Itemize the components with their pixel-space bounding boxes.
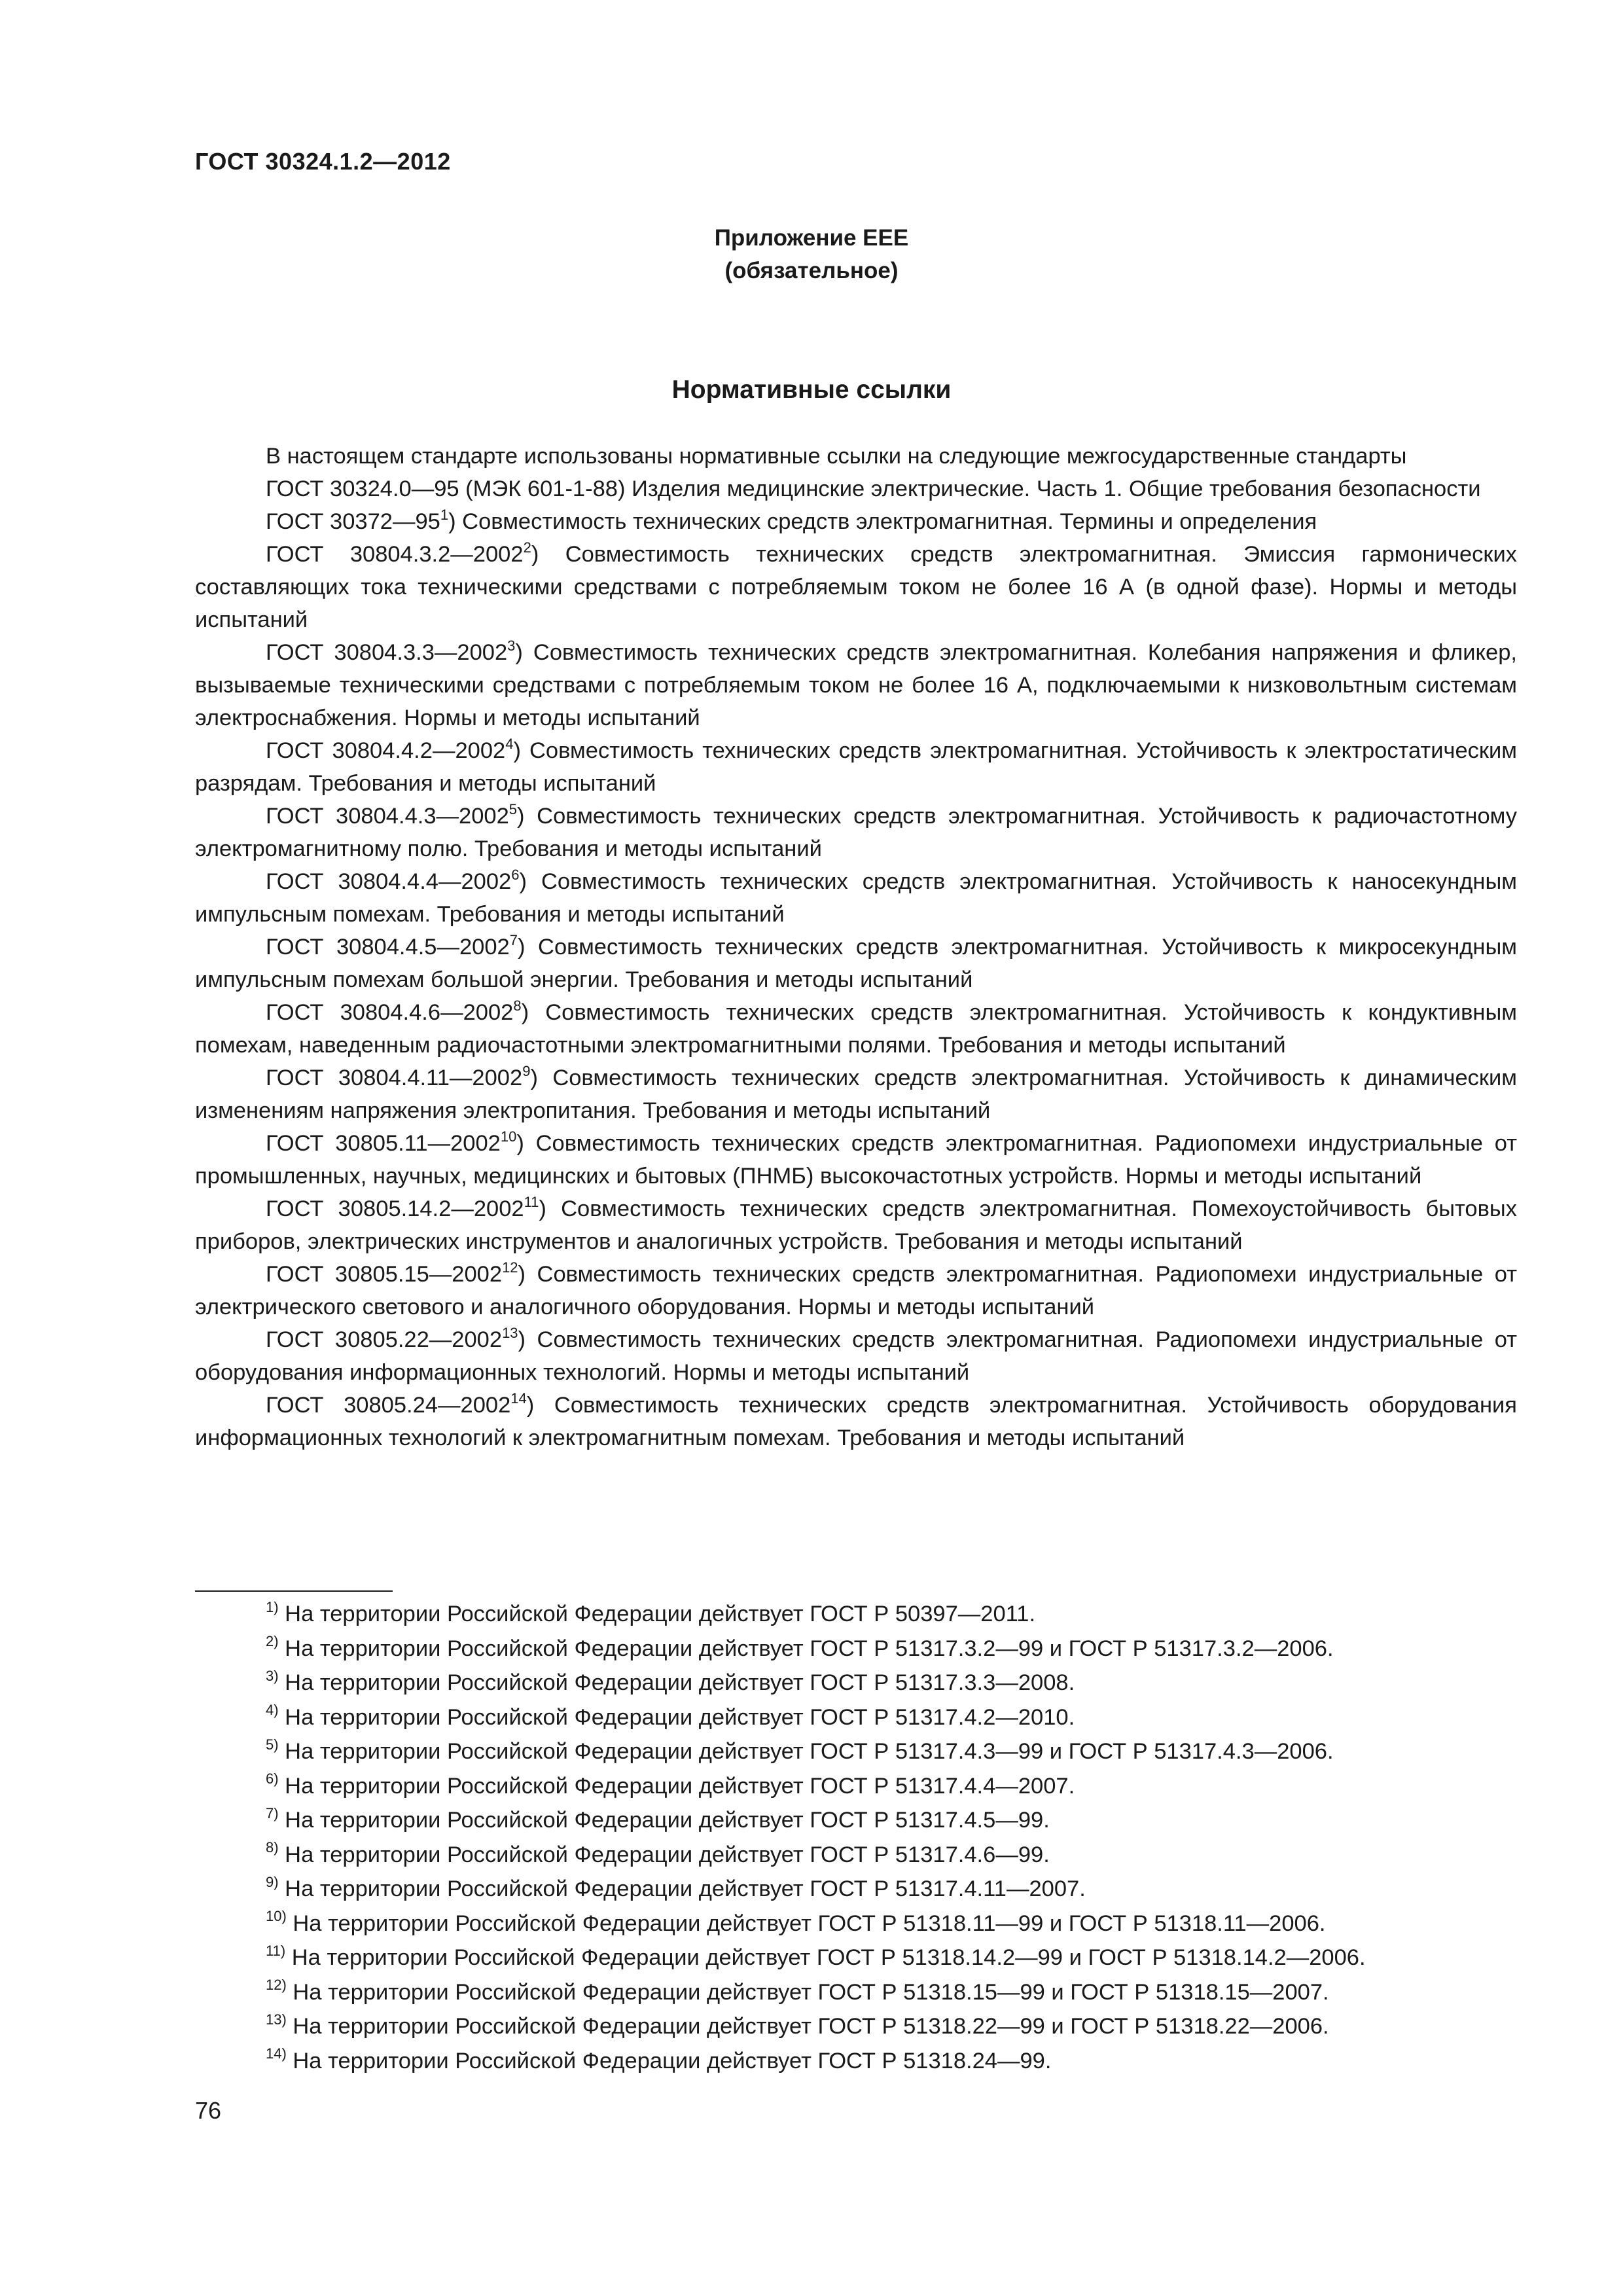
reference-title: ) Совместимость технических средств электромагнитная. Устойчивость к электростатическим разрядам. Требования и методы испытаний	[195, 738, 1517, 796]
footnote-marker: 1	[440, 506, 449, 523]
footnote-marker: 5	[508, 800, 518, 817]
reference-code: ГОСТ 30804.4.4—2002	[266, 869, 512, 894]
footnote-item	[266, 1872, 1366, 1907]
footnote-number: 11)	[266, 1942, 286, 1959]
footnote-text: На территории Российской Федерации действует ГОСТ Р 51317.4.3—99 и ГОСТ Р 51317.4.3—2006.	[278, 1739, 1334, 1764]
footnote-text: На территории Российской Федерации действует ГОСТ Р 51317.4.6—99.	[278, 1842, 1050, 1867]
footnote-number: 6)	[266, 1770, 279, 1787]
reference-item	[195, 1258, 1517, 1323]
reference-code: ГОСТ 30804.3.3—2002	[266, 640, 508, 665]
reference-title: ) Совместимость технических средств электромагнитная. Устойчивость к наносекундным импульсным помехам. Требования и методы испытаний	[195, 869, 1517, 927]
footnote-marker: 13	[502, 1324, 518, 1341]
footnote-marker: 7	[509, 931, 518, 948]
reference-item	[195, 1193, 1517, 1258]
appendix-status: (обязательное)	[724, 258, 899, 283]
reference-title: ) Совместимость технических средств электромагнитная. Термины и определения	[448, 509, 1317, 534]
reference-title: ) Совместимость технических средств электромагнитная. Устойчивость оборудования информационных технологий к электромагнитным помехам. Требования и методы испытаний	[195, 1393, 1517, 1450]
reference-code: ГОСТ 30805.24—2002	[266, 1393, 511, 1418]
reference-code: ГОСТ 30804.4.3—2002	[266, 804, 509, 829]
section-title: Нормативные ссылки	[671, 376, 952, 404]
reference-title: ) Совместимость технических средств электромагнитная. Устойчивость к динамическим изменениям напряжения электропитания. Требования и методы испытаний	[195, 1066, 1518, 1123]
footnote-marker: 10	[500, 1128, 517, 1145]
footnote-marker: 4	[505, 735, 514, 752]
reference-title: ) Совместимость технических средств электромагнитная. Устойчивость к микросекундным импульсным помехам большой энергии. Требования и методы испытаний	[195, 935, 1518, 992]
reference-code: ГОСТ 30804.4.6—2002	[266, 1000, 514, 1025]
footnote-number: 9)	[266, 1873, 279, 1890]
footnote-item	[266, 1838, 1366, 1873]
footnote-marker: 14	[510, 1390, 527, 1407]
reference-title: Изделия медицинские электрические. Часть 1. Общие требования безопасности	[625, 476, 1481, 501]
footnote-separator	[195, 1590, 393, 1592]
reference-item	[195, 800, 1517, 865]
reference-item	[195, 734, 1517, 800]
footnote-text: На территории Российской Федерации действует ГОСТ Р 51318.11—99 и ГОСТ Р 51318.11—2006.	[286, 1910, 1326, 1936]
footnote-marker: 3	[507, 637, 516, 654]
reference-item	[195, 996, 1517, 1062]
footnote-number: 4)	[266, 1702, 279, 1718]
footnote-number: 14)	[266, 2045, 287, 2062]
footnote-text: На территории Российской Федерации действует ГОСТ Р 51317.4.4—2007.	[278, 1773, 1075, 1799]
footnotes-list	[266, 1597, 1366, 2078]
footnote-item	[266, 1803, 1366, 1838]
footnote-text: На территории Российской Федерации действует ГОСТ Р 51318.24—99.	[286, 2048, 1052, 2073]
intro-paragraph: В настоящем стандарте использованы нормативные ссылки на следующие межгосударственные стандарты	[266, 444, 1407, 469]
reference-code: ГОСТ 30805.22—2002	[266, 1327, 503, 1352]
reference-code: ГОСТ 30804.3.2—2002	[266, 542, 524, 567]
reference-code: ГОСТ 30804.4.2—2002	[266, 738, 506, 763]
footnote-number: 12)	[266, 1977, 287, 1993]
footnote-marker: 8	[513, 997, 522, 1014]
reference-item	[195, 1389, 1517, 1454]
reference-item	[195, 931, 1517, 996]
footnote-item	[266, 1907, 1366, 1941]
document-header: ГОСТ 30324.1.2—2012	[195, 148, 451, 175]
reference-title: ) Совместимость технических средств электромагнитная. Радиопомехи индустриальные от электрического светового и аналогичного оборудования. Нормы и методы испытаний	[195, 1262, 1517, 1319]
reference-code: ГОСТ 30805.15—2002	[266, 1262, 503, 1287]
reference-title: ) Совместимость технических средств электромагнитная. Радиопомехи индустриальные от оборудования информационных технологий. Нормы и методы испытаний	[195, 1327, 1517, 1385]
footnote-marker: 11	[524, 1193, 539, 1210]
footnote-text: На территории Российской Федерации действует ГОСТ Р 51318.14.2—99 и ГОСТ Р 51318.14.2—2006.	[285, 1945, 1366, 1970]
footnote-number: 1)	[266, 1598, 279, 1615]
reference-title: ) Совместимость технических средств электромагнитная. Колебания напряжения и фликер, вызываемые техническими средствами с потребляемым током не более 16 А, подключаемыми к низковольтным системам электроснабжения. Нормы и методы испытаний	[195, 640, 1517, 730]
footnote-item	[266, 1632, 1366, 1666]
footnote-marker: 6	[511, 866, 520, 883]
footnote-item	[266, 2009, 1366, 2044]
footnote-text: На территории Российской Федерации действует ГОСТ Р 51318.22—99 и ГОСТ Р 51318.22—2006.	[286, 2014, 1329, 2039]
footnote-text: На территории Российской Федерации действует ГОСТ Р 51317.4.2—2010.	[278, 1704, 1075, 1730]
reference-item	[195, 1323, 1517, 1389]
reference-title: ) Совместимость технических средств электромагнитная. Устойчивость к радиочастотному электромагнитному полю. Требования и методы испытаний	[195, 804, 1517, 861]
page-number: 76	[195, 2097, 222, 2124]
footnote-item	[266, 1941, 1366, 1975]
footnote-item	[266, 1597, 1366, 1632]
reference-title: ) Совместимость технических средств электромагнитная. Эмиссия гармонических составляющих тока техническими средствами с потребляемым током не более 16 А (в одной фазе). Нормы и методы испытаний	[195, 542, 1517, 632]
footnote-marker: 9	[522, 1062, 531, 1079]
footnote-number: 8)	[266, 1839, 279, 1856]
footnote-marker: 12	[502, 1259, 518, 1276]
references-list	[195, 473, 1517, 1454]
footnote-number: 2)	[266, 1633, 279, 1649]
footnote-item	[266, 1769, 1366, 1804]
reference-code: ГОСТ 30804.4.11—2002	[266, 1066, 523, 1090]
reference-item	[195, 1127, 1517, 1193]
references-body	[195, 440, 1517, 1454]
reference-code: ГОСТ 30372—95	[266, 509, 440, 534]
reference-code: ГОСТ 30324.0—95 (МЭК 601-1-88)	[266, 476, 626, 501]
appendix-title: Приложение ЕЕЕ	[714, 225, 909, 251]
reference-code: ГОСТ 30805.14.2—2002	[266, 1196, 524, 1221]
reference-item	[195, 505, 1517, 538]
footnote-item	[266, 2044, 1366, 2079]
reference-title: ) Совместимость технических средств электромагнитная. Устойчивость к кондуктивным помехам, наведенным радиочастотными электромагнитными полями. Требования и методы испытаний	[195, 1000, 1517, 1058]
reference-item	[195, 1062, 1517, 1127]
footnote-text: На территории Российской Федерации действует ГОСТ Р 51317.4.5—99.	[278, 1808, 1050, 1833]
footnote-number: 3)	[266, 1667, 279, 1684]
reference-item	[195, 636, 1517, 734]
reference-title: ) Совместимость технических средств электромагнитная. Радиопомехи индустриальные от промышленных, научных, медицинских и бытовых (ПНМБ) высокочастотных устройств. Нормы и методы испытаний	[195, 1131, 1518, 1189]
footnote-item	[266, 1975, 1366, 2010]
footnote-marker: 2	[523, 539, 531, 556]
reference-item	[195, 473, 1517, 505]
footnote-text: На территории Российской Федерации действует ГОСТ Р 51318.15—99 и ГОСТ Р 51318.15—2007.	[286, 1979, 1329, 2005]
footnote-number: 10)	[266, 1908, 287, 1924]
reference-item	[195, 538, 1517, 636]
reference-code: ГОСТ 30804.4.5—2002	[266, 935, 510, 960]
footnote-text: На территории Российской Федерации действует ГОСТ Р 50397—2011.	[278, 1602, 1036, 1626]
reference-item	[195, 865, 1517, 931]
reference-code: ГОСТ 30805.11—2002	[266, 1131, 501, 1156]
footnote-text: На территории Российской Федерации действует ГОСТ Р 51317.3.3—2008.	[278, 1670, 1075, 1695]
footnote-item	[266, 1666, 1366, 1700]
footnote-item	[266, 1700, 1366, 1735]
footnote-text: На территории Российской Федерации действует ГОСТ Р 51317.4.11—2007.	[278, 1876, 1086, 1901]
footnote-number: 5)	[266, 1736, 279, 1753]
footnote-number: 7)	[266, 1804, 279, 1821]
footnote-number: 13)	[266, 2011, 287, 2028]
reference-title: ) Совместимость технических средств электромагнитная. Помехоустойчивость бытовых приборов, электрических инструментов и аналогичных устройств. Требования и методы испытаний	[195, 1196, 1517, 1254]
footnote-text: На территории Российской Федерации действует ГОСТ Р 51317.3.2—99 и ГОСТ Р 51317.3.2—2006.	[278, 1636, 1334, 1661]
footnote-item	[266, 1734, 1366, 1769]
